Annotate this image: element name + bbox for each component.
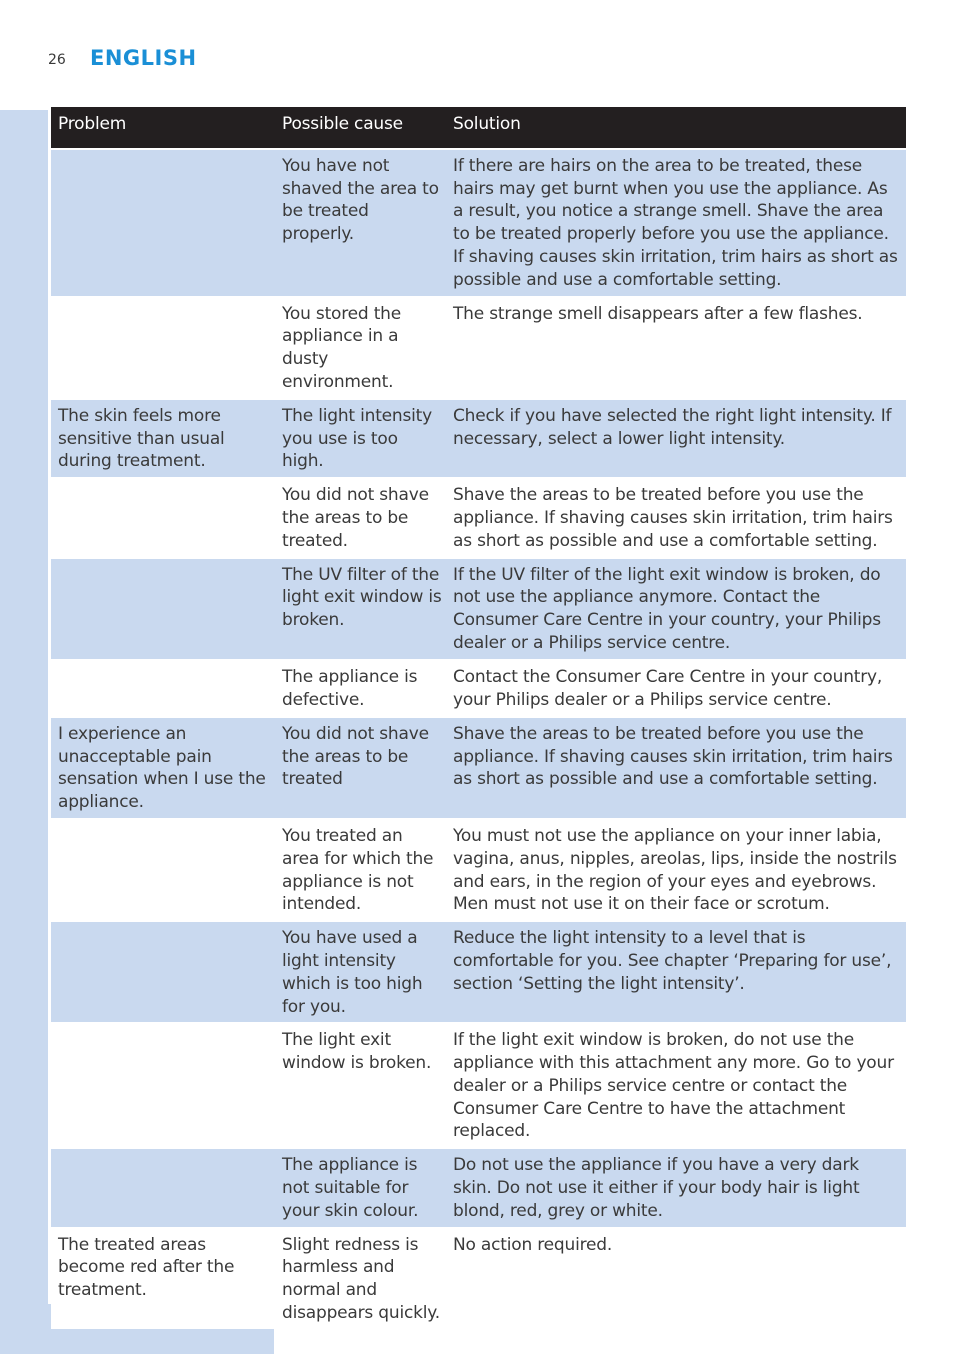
cell-solution: Shave the areas to be treated before you use the appliance. If shaving causes skin irritation, trim hairs as short as possible and use a comfortable setting. — [446, 479, 906, 556]
cell-solution: The strange smell disappears after a few flashes. — [446, 298, 906, 398]
cell-cause: You stored the appliance in a dusty environment. — [275, 298, 446, 398]
cell-cause: You did not shave the areas to be treated — [275, 718, 446, 818]
cell-problem: The treated areas become red after the treatment. — [51, 1229, 275, 1329]
cell-problem: The skin feels more sensitive than usual during treatment. — [51, 400, 275, 477]
page-number: 26 — [48, 52, 66, 68]
table-row — [51, 479, 906, 556]
table-row — [51, 298, 906, 398]
cell-problem — [51, 922, 275, 1022]
cell-cause: The light intensity you use is too high. — [275, 400, 446, 477]
cell-solution: No action required. — [446, 1229, 906, 1329]
cell-solution: Reduce the light intensity to a level that is comfortable for you. See chapter ‘Preparing for use’, section ‘Setting the light intensity’. — [446, 922, 906, 1022]
table-row — [51, 820, 906, 920]
cell-problem — [51, 661, 275, 716]
cell-problem — [51, 559, 275, 659]
header-problem: Problem — [51, 107, 275, 148]
cell-solution: If there are hairs on the area to be treated, these hairs may get burnt when you use the appliance. As a result, you notice a strange smell. Shave the area to be treated properly before you use the appliance. If shaving causes skin irritation, trim hairs as short as possible and use a comfortable setting. — [446, 150, 906, 296]
cell-cause: The UV filter of the light exit window is broken. — [275, 559, 446, 659]
table-row — [51, 718, 906, 818]
header-possible-cause: Possible cause — [275, 107, 446, 148]
cell-cause: The appliance is defective. — [275, 661, 446, 716]
cell-problem — [51, 820, 275, 920]
table-header-row — [51, 107, 906, 148]
table-row — [51, 1149, 906, 1226]
cell-cause: The light exit window is broken. — [275, 1024, 446, 1147]
cell-cause: You treated an area for which the appliance is not intended. — [275, 820, 446, 920]
cell-problem — [51, 298, 275, 398]
troubleshooting-table — [51, 105, 906, 1331]
cell-cause: You have used a light intensity which is too high for you. — [275, 922, 446, 1022]
table-row — [51, 400, 906, 477]
cell-solution: Do not use the appliance if you have a very dark skin. Do not use it either if your body hair is light blond, red, grey or white. — [446, 1149, 906, 1226]
table-row — [51, 559, 906, 659]
header-solution: Solution — [446, 107, 906, 148]
cell-cause: You have not shaved the area to be treated properly. — [275, 150, 446, 296]
table-row — [51, 661, 906, 716]
table-row — [51, 1229, 906, 1329]
table-row — [51, 922, 906, 1022]
cell-problem: I experience an unacceptable pain sensation when I use the appliance. — [51, 718, 275, 818]
cell-solution: You must not use the appliance on your inner labia, vagina, anus, nipples, areolas, lips, inside the nostrils and ears, in the region of your eyes and eyebrows. Men must not use it on their face or scrotum. — [446, 820, 906, 920]
cell-problem — [51, 479, 275, 556]
cell-problem — [51, 150, 275, 296]
cell-problem — [51, 1149, 275, 1226]
left-decorative-band — [0, 110, 48, 1354]
table-row — [51, 1024, 906, 1147]
cell-solution: Check if you have selected the right light intensity. If necessary, select a lower light intensity. — [446, 400, 906, 477]
section-title: ENGLISH — [90, 46, 197, 70]
cell-problem — [51, 1024, 275, 1147]
table-row — [51, 150, 906, 296]
cell-solution: If the light exit window is broken, do not use the appliance with this attachment any more. Go to your dealer or a Philips service centre or contact the Consumer Care Centre to have the attachment replaced. — [446, 1024, 906, 1147]
cell-cause: The appliance is not suitable for your skin colour. — [275, 1149, 446, 1226]
cell-solution: Shave the areas to be treated before you use the appliance. If shaving causes skin irritation, trim hairs as short as possible and use a comfortable setting. — [446, 718, 906, 818]
cell-cause: Slight redness is harmless and normal and disappears quickly. — [275, 1229, 446, 1329]
cell-solution: If the UV filter of the light exit window is broken, do not use the appliance anymore. Contact the Consumer Care Centre in your country, your Philips dealer or a Philips service centre. — [446, 559, 906, 659]
cell-cause: You did not shave the areas to be treated. — [275, 479, 446, 556]
cell-solution: Contact the Consumer Care Centre in your country, your Philips dealer or a Philips service centre. — [446, 661, 906, 716]
